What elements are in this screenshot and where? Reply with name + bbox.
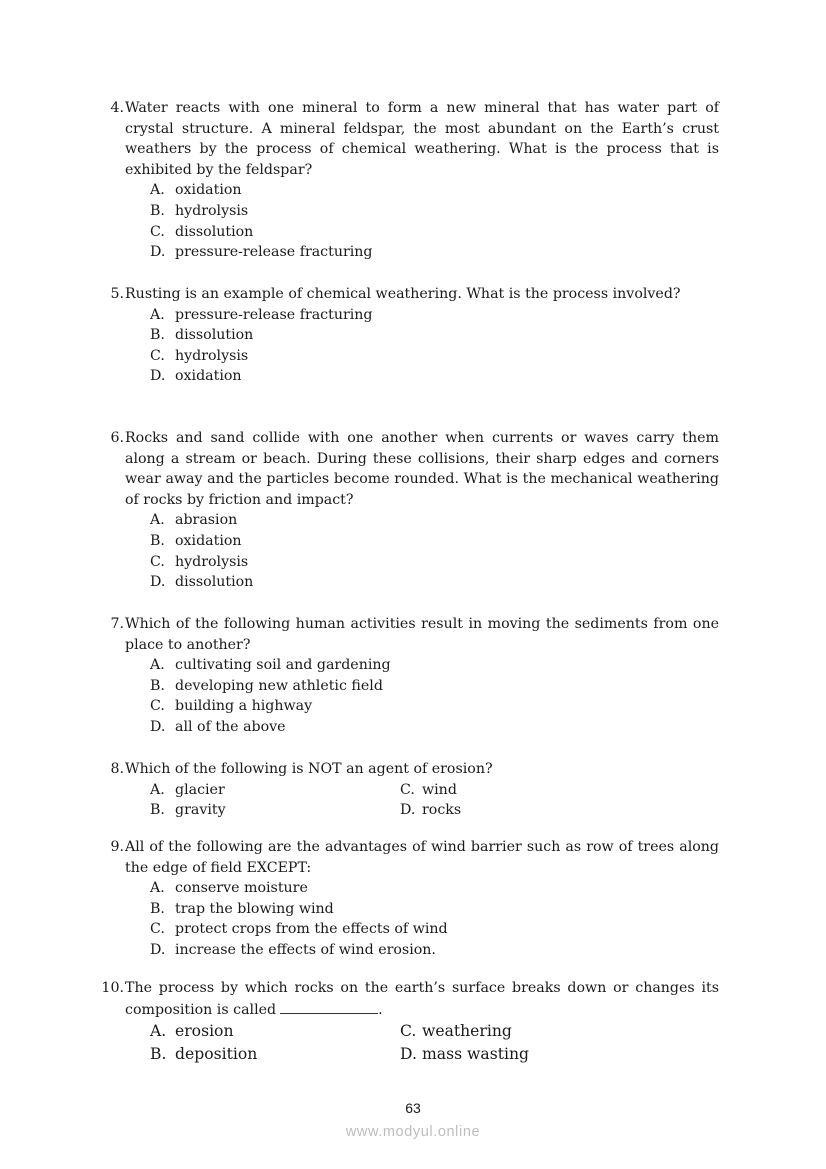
option-b (150, 1043, 400, 1066)
option-letter: D. (150, 368, 166, 385)
option-text: hydrolysis (175, 553, 249, 570)
option-letter: D. (150, 718, 166, 735)
options-list (150, 878, 719, 960)
option-c (400, 1020, 650, 1043)
option-a (150, 878, 719, 899)
option-d (400, 1043, 650, 1066)
option-d (400, 800, 650, 821)
option-letter: A. (150, 1022, 167, 1041)
options-grid (150, 1020, 719, 1065)
watermark: www.modyul.online (345, 1124, 481, 1140)
option-text: building a highway (175, 698, 313, 715)
option-b (150, 325, 719, 346)
options-list (150, 655, 719, 737)
option-text: rocks (422, 802, 462, 819)
stem-text: The process by which rocks on the earth’s surface breaks down or changes its composition is called (125, 980, 719, 1018)
option-d (150, 717, 719, 738)
question-stem: Rocks and sand collide with one another when currents or waves carry them along a stream or beach. During these collisions, their sharp edges and corners wear away and the particles become rounded. What is the mechanical weathering of rocks by friction and impact? (125, 430, 719, 508)
option-letter: B. (150, 900, 165, 917)
option-letter: C. (150, 921, 165, 938)
option-d (150, 572, 719, 593)
option-text: all of the above (175, 718, 286, 735)
option-text: dissolution (175, 223, 254, 240)
option-letter: C. (400, 1022, 417, 1041)
question-9 (100, 837, 719, 961)
option-b (150, 800, 400, 821)
option-a (150, 305, 719, 326)
option-a (150, 180, 719, 201)
options-list (150, 180, 719, 262)
option-letter: A. (150, 880, 165, 897)
option-text: oxidation (175, 182, 242, 199)
option-text: dissolution (175, 574, 254, 591)
option-a (150, 510, 719, 531)
option-b (150, 899, 719, 920)
option-text: glacier (175, 781, 225, 798)
option-letter: D. (150, 574, 166, 591)
option-letter: C. (150, 347, 165, 364)
option-b (150, 531, 719, 552)
question-stem: Which of the following human activities result in moving the sediments from one place to another? (125, 616, 719, 653)
option-text: deposition (175, 1044, 258, 1063)
option-letter: D. (400, 1044, 417, 1063)
question-number: 10. (101, 980, 124, 996)
option-letter: B. (150, 677, 165, 694)
stem-end: . (378, 1001, 383, 1018)
option-letter: C. (150, 223, 165, 240)
question-5 (100, 284, 719, 387)
option-text: trap the blowing wind (175, 900, 334, 917)
question-number: 7. (110, 616, 124, 632)
option-d (150, 366, 719, 387)
option-letter: C. (150, 698, 165, 715)
option-text: dissolution (175, 327, 254, 344)
option-letter: B. (150, 202, 165, 219)
option-letter: B. (150, 802, 165, 819)
question-number: 4. (110, 100, 124, 116)
options-list (150, 305, 719, 387)
option-c (150, 222, 719, 243)
option-text: conserve moisture (175, 880, 308, 897)
option-text: hydrolysis (175, 347, 249, 364)
option-letter: B. (150, 327, 165, 344)
option-text: erosion (175, 1022, 234, 1041)
option-letter: A. (150, 182, 165, 199)
option-text: pressure-release fracturing (175, 306, 373, 323)
question-stem (125, 978, 719, 1020)
question-6 (100, 428, 719, 593)
option-text: pressure-release fracturing (175, 244, 373, 261)
option-d (150, 940, 719, 961)
question-10 (100, 978, 719, 1065)
option-text: cultivating soil and gardening (175, 657, 391, 674)
option-c (150, 696, 719, 717)
question-stem: All of the following are the advantages of wind barrier such as row of trees along the edge of field EXCEPT: (125, 839, 719, 876)
option-letter: C. (150, 553, 165, 570)
option-c (150, 346, 719, 367)
option-a (150, 780, 400, 801)
option-letter: A. (150, 781, 165, 798)
option-letter: C. (400, 781, 415, 798)
option-c (150, 552, 719, 573)
option-c (150, 919, 719, 940)
option-text: gravity (175, 802, 226, 819)
option-letter: D. (400, 802, 416, 819)
option-letter: A. (150, 512, 165, 529)
option-letter: A. (150, 657, 165, 674)
question-stem: Water reacts with one mineral to form a new mineral that has water part of crystal structure. A mineral feldspar, the most abundant on the Earth’s crust weathers by the process of chemical weathering. What is the process that is exhibited by the feldspar? (125, 100, 719, 178)
page-number: 63 (405, 1100, 421, 1116)
option-text: hydrolysis (175, 202, 249, 219)
question-stem: Rusting is an example of chemical weathering. What is the process involved? (125, 286, 681, 302)
option-letter: D. (150, 941, 166, 958)
question-4 (100, 98, 719, 263)
question-number: 6. (110, 430, 124, 446)
option-a (150, 655, 719, 676)
question-number: 8. (110, 761, 124, 777)
option-text: increase the effects of wind erosion. (175, 941, 436, 958)
option-text: oxidation (175, 532, 242, 549)
options-list (150, 510, 719, 592)
option-text: abrasion (175, 512, 238, 529)
option-b (150, 676, 719, 697)
option-letter: A. (150, 306, 165, 323)
option-d (150, 242, 719, 263)
option-a (150, 1020, 400, 1043)
option-text: wind (422, 781, 457, 798)
question-number: 9. (110, 839, 124, 855)
option-letter: B. (150, 532, 165, 549)
question-stem: Which of the following is NOT an agent of erosion? (125, 761, 493, 777)
option-c (400, 780, 650, 801)
option-letter: D. (150, 244, 166, 261)
option-text: mass wasting (422, 1044, 529, 1063)
option-text: oxidation (175, 368, 242, 385)
option-b (150, 201, 719, 222)
question-number: 5. (110, 286, 124, 302)
question-8 (100, 759, 719, 821)
options-grid (150, 780, 719, 821)
question-7 (100, 614, 719, 738)
option-text: weathering (422, 1022, 512, 1041)
option-text: protect crops from the effects of wind (175, 921, 448, 938)
option-text: developing new athletic field (175, 677, 383, 694)
option-letter: B. (150, 1044, 167, 1063)
fill-in-blank (280, 999, 378, 1014)
